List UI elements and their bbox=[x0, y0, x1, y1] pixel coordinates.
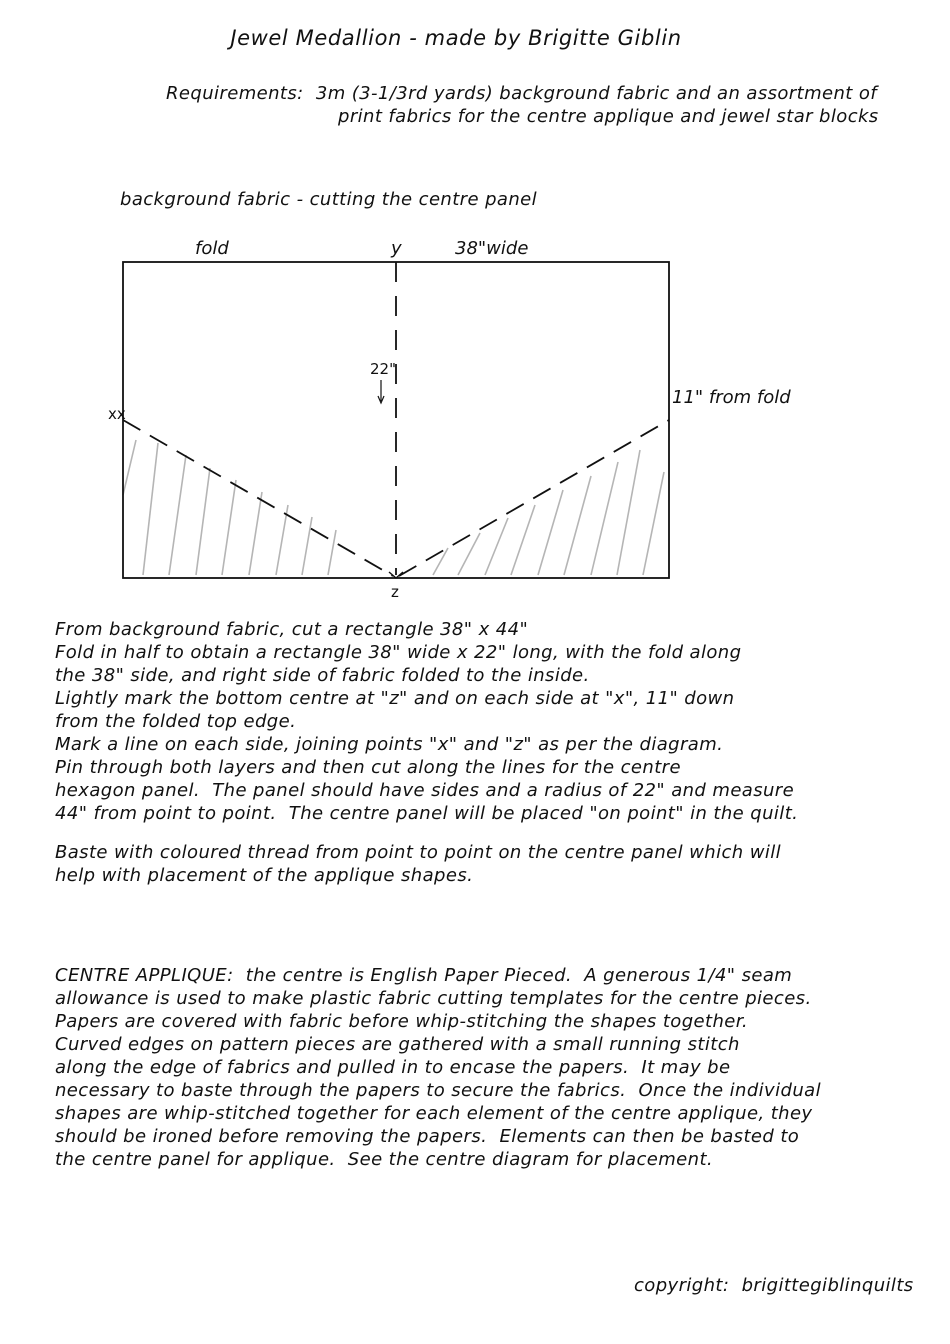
instruction-line: 44" from point to point. The centre panel will be placed "on point" in the quilt. bbox=[55, 803, 799, 824]
cut-line-left bbox=[123, 420, 393, 576]
hatching-left bbox=[123, 440, 336, 575]
requirements-line-1: Requirements: 3m (3-1/3rd yards) background fabric and an assortment of bbox=[166, 83, 878, 104]
label-length: 22" bbox=[370, 360, 396, 378]
label-y: y bbox=[391, 238, 402, 259]
instruction-line: the 38" side, and right side of fabric folded to the inside. bbox=[55, 665, 590, 686]
applique-line: shapes are whip-stitched together for each element of the centre applique, they bbox=[55, 1103, 813, 1124]
applique-line: should be ironed before removing the papers. Elements can then be basted to bbox=[55, 1126, 800, 1147]
instruction-line: Pin through both layers and then cut along the lines for the centre bbox=[55, 757, 681, 778]
diagram-caption: background fabric - cutting the centre panel bbox=[120, 189, 538, 210]
page-title: Jewel Medallion - made by Brigitte Giblin bbox=[230, 26, 682, 50]
hatching-right bbox=[433, 450, 664, 575]
label-fold: fold bbox=[195, 238, 229, 259]
baste-line: Baste with coloured thread from point to point on the centre panel which will bbox=[55, 842, 782, 863]
copyright-notice: copyright: brigittegiblinquilts bbox=[634, 1275, 914, 1296]
label-side-measure: 11" from fold bbox=[672, 387, 791, 408]
cut-line-right bbox=[399, 420, 669, 576]
instruction-line: hexagon panel. The panel should have sides and a radius of 22" and measure bbox=[55, 780, 795, 801]
label-width: 38"wide bbox=[455, 238, 529, 259]
instruction-line: from the folded top edge. bbox=[55, 711, 297, 732]
baste-line: help with placement of the applique shapes. bbox=[55, 865, 474, 886]
instruction-line: Fold in half to obtain a rectangle 38" wide x 22" long, with the fold along bbox=[55, 642, 742, 663]
cutting-diagram bbox=[0, 0, 950, 620]
label-x: xx bbox=[108, 405, 126, 423]
applique-line: along the edge of fabrics and pulled in to encase the papers. It may be bbox=[55, 1057, 731, 1078]
applique-line: CENTRE APPLIQUE: the centre is English Paper Pieced. A generous 1/4" seam bbox=[55, 965, 793, 986]
applique-line: Papers are covered with fabric before whip-stitching the shapes together. bbox=[55, 1011, 749, 1032]
applique-line: the centre panel for applique. See the centre diagram for placement. bbox=[55, 1149, 714, 1170]
applique-line: necessary to baste through the papers to secure the fabrics. Once the individual bbox=[55, 1080, 821, 1101]
label-z: z bbox=[391, 583, 399, 601]
requirements-line-2: print fabrics for the centre applique and jewel star blocks bbox=[338, 106, 879, 127]
instruction-line: Mark a line on each side, joining points "x" and "z" as per the diagram. bbox=[55, 734, 724, 755]
instruction-line: Lightly mark the bottom centre at "z" and on each side at "x", 11" down bbox=[55, 688, 735, 709]
instruction-line: From background fabric, cut a rectangle 38" x 44" bbox=[55, 619, 529, 640]
applique-line: Curved edges on pattern pieces are gathered with a small running stitch bbox=[55, 1034, 740, 1055]
applique-line: allowance is used to make plastic fabric cutting templates for the centre pieces. bbox=[55, 988, 812, 1009]
